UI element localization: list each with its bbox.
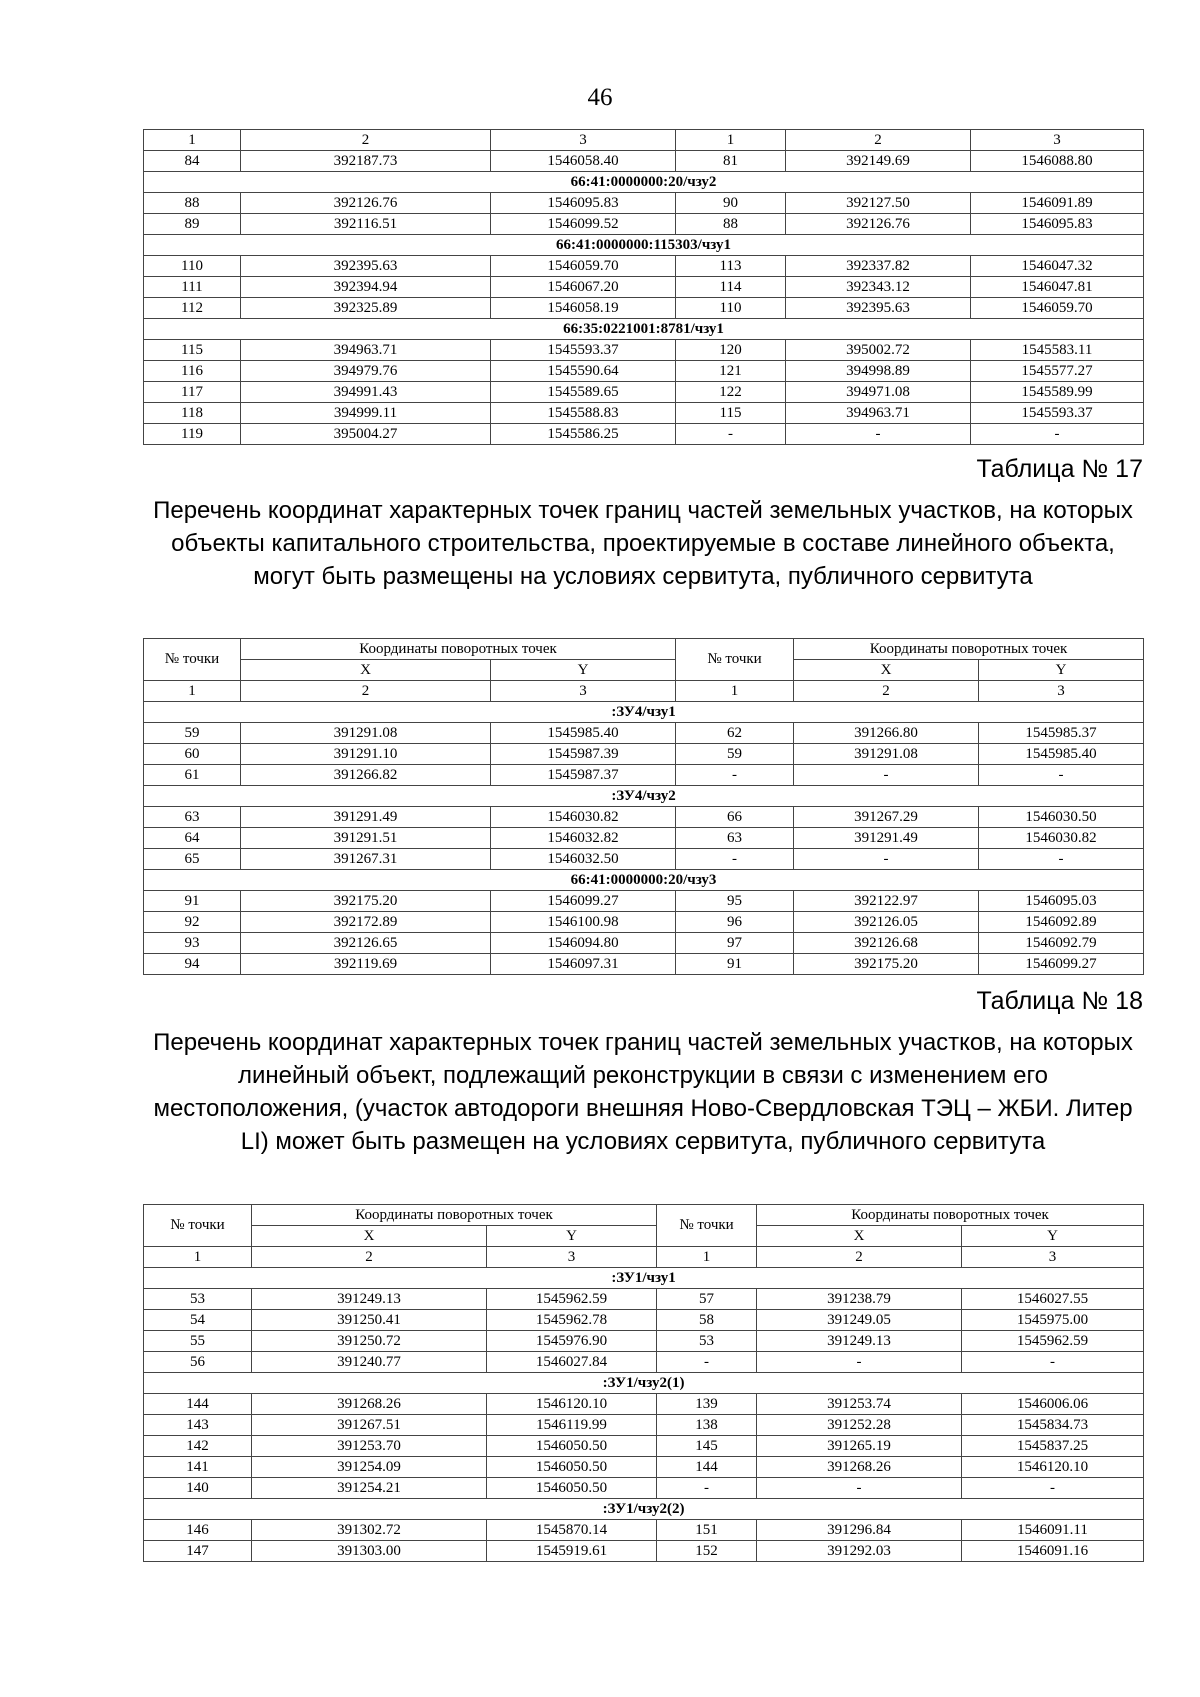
table-cell: - (962, 1352, 1144, 1373)
section-row (144, 1373, 1144, 1394)
column-number: 2 (786, 130, 971, 151)
coordinates-table-continued (143, 129, 1144, 445)
table-cell: - (657, 1478, 757, 1499)
table-cell: 138 (657, 1415, 757, 1436)
table-row (144, 214, 1144, 235)
table-cell: 91 (144, 891, 241, 912)
table-cell: 395002.72 (786, 340, 971, 361)
table-cell: 91 (676, 954, 794, 975)
column-number: 1 (144, 1247, 252, 1268)
table-cell: 391291.49 (794, 828, 979, 849)
table-cell: 392187.73 (241, 151, 491, 172)
table-18-caption: Таблица № 18 (976, 987, 1143, 1015)
header-x: X (241, 660, 491, 681)
table-cell: 391249.13 (757, 1331, 962, 1352)
table-cell: 64 (144, 828, 241, 849)
table-cell: 391249.13 (252, 1289, 487, 1310)
table-cell: 1545837.25 (962, 1436, 1144, 1457)
section-row (144, 235, 1144, 256)
table-cell: 1545577.27 (971, 361, 1144, 382)
table-cell: 110 (676, 298, 786, 319)
table-cell: 1545583.11 (971, 340, 1144, 361)
table-row (144, 891, 1144, 912)
column-number: 2 (241, 681, 491, 702)
table-cell: 392325.89 (241, 298, 491, 319)
table-cell: 81 (676, 151, 786, 172)
table-cell: 1545588.83 (491, 403, 676, 424)
table-row (144, 807, 1144, 828)
section-label: :ЗУ1/чзу1 (144, 1268, 1144, 1289)
table-cell: 1545870.14 (487, 1520, 657, 1541)
table-cell: 145 (657, 1436, 757, 1457)
table-cell: 115 (676, 403, 786, 424)
column-number: 1 (676, 130, 786, 151)
header-point-no: № точки (676, 639, 794, 681)
table-cell: 391252.28 (757, 1415, 962, 1436)
table-cell: 1546047.32 (971, 256, 1144, 277)
table-cell: 84 (144, 151, 241, 172)
table-cell: 57 (657, 1289, 757, 1310)
header-y: Y (979, 660, 1144, 681)
table-cell: 1546088.80 (971, 151, 1144, 172)
table-row (144, 1352, 1144, 1373)
column-number: 2 (241, 130, 491, 151)
table-row (144, 256, 1144, 277)
table-cell: 394963.71 (241, 340, 491, 361)
table-cell: 94 (144, 954, 241, 975)
column-numbering-row (144, 1247, 1144, 1268)
header-coordinates: Координаты поворотных точек (794, 639, 1144, 660)
table-cell: 1546094.80 (491, 933, 676, 954)
table-cell: 391253.74 (757, 1394, 962, 1415)
table-cell: 1546099.27 (979, 954, 1144, 975)
table-cell: 144 (657, 1457, 757, 1478)
table-cell: 118 (144, 403, 241, 424)
table-cell: 392126.65 (241, 933, 491, 954)
table-cell: 143 (144, 1415, 252, 1436)
table-cell: 54 (144, 1310, 252, 1331)
section-row (144, 702, 1144, 723)
column-number: 2 (794, 681, 979, 702)
table-cell: 63 (144, 807, 241, 828)
header-point-no: № точки (144, 639, 241, 681)
table-cell: 391267.31 (241, 849, 491, 870)
table-cell: 392395.63 (241, 256, 491, 277)
table-cell: 1546059.70 (491, 256, 676, 277)
table-cell: 391267.29 (794, 807, 979, 828)
table-cell: 1546050.50 (487, 1478, 657, 1499)
table-cell: 1545586.25 (491, 424, 676, 445)
table-cell: 97 (676, 933, 794, 954)
table-cell: 1546120.10 (487, 1394, 657, 1415)
table-cell: 392126.68 (794, 933, 979, 954)
table-cell: 120 (676, 340, 786, 361)
table-cell: 140 (144, 1478, 252, 1499)
table-cell: - (794, 849, 979, 870)
table-cell: 142 (144, 1436, 252, 1457)
table-cell: 1545976.90 (487, 1331, 657, 1352)
section-row (144, 319, 1144, 340)
table-row (144, 424, 1144, 445)
section-row (144, 870, 1144, 891)
table-cell: 391266.80 (794, 723, 979, 744)
table-cell: 60 (144, 744, 241, 765)
header-y: Y (962, 1226, 1144, 1247)
table-cell: 1546095.03 (979, 891, 1144, 912)
table-cell: 1545985.40 (491, 723, 676, 744)
table-cell: 1546027.84 (487, 1352, 657, 1373)
table-18-title: Перечень координат характерных точек границ частей земельных участков, на которых линейный объект, подлежащий реконструкции в связи с изменением его местоположения, (участок автодороги внешняя Ново-Свердловская ТЭЦ – ЖБИ. Литер LI) может быть размещен на условиях сервитута, публичного сервитута (153, 1029, 1133, 1155)
table-cell: - (971, 424, 1144, 445)
header-coordinates: Координаты поворотных точек (241, 639, 676, 660)
table-cell: 1546099.27 (491, 891, 676, 912)
table-cell: 61 (144, 765, 241, 786)
table-cell: 110 (144, 256, 241, 277)
table-cell: 392127.50 (786, 193, 971, 214)
section-label: :ЗУ4/чзу2 (144, 786, 1144, 807)
table-cell: 394998.89 (786, 361, 971, 382)
table-row (144, 1394, 1144, 1415)
table-cell: - (676, 765, 794, 786)
table-cell: 1545987.39 (491, 744, 676, 765)
section-label: 66:41:0000000:20/чзу3 (144, 870, 1144, 891)
section-label: 66:41:0000000:20/чзу2 (144, 172, 1144, 193)
column-numbering-row (144, 130, 1144, 151)
table-cell: - (979, 765, 1144, 786)
table-cell: 1545985.40 (979, 744, 1144, 765)
column-number: 1 (144, 130, 241, 151)
table-cell: 147 (144, 1541, 252, 1562)
table-row (144, 1415, 1144, 1436)
table-cell: - (757, 1478, 962, 1499)
column-number: 2 (252, 1247, 487, 1268)
table-cell: 1545590.64 (491, 361, 676, 382)
table-row (144, 1457, 1144, 1478)
section-label: :ЗУ1/чзу2(2) (144, 1499, 1144, 1520)
table-cell: - (676, 424, 786, 445)
table-cell: 1545593.37 (491, 340, 676, 361)
table-cell: 392175.20 (794, 954, 979, 975)
table-cell: - (962, 1478, 1144, 1499)
table-cell: 59 (676, 744, 794, 765)
table-cell: 392175.20 (241, 891, 491, 912)
table-row (144, 912, 1144, 933)
table-row (144, 1331, 1144, 1352)
table-cell: 146 (144, 1520, 252, 1541)
table-cell: 1546092.89 (979, 912, 1144, 933)
table-cell: 392126.76 (241, 193, 491, 214)
table-cell: 1546032.50 (491, 849, 676, 870)
column-number: 3 (491, 130, 676, 151)
table-cell: 1546099.52 (491, 214, 676, 235)
header-coordinates: Координаты поворотных точек (757, 1205, 1144, 1226)
table-cell: 1546058.40 (491, 151, 676, 172)
table-row (144, 277, 1144, 298)
table-cell: 391240.77 (252, 1352, 487, 1373)
table-cell: 1545589.99 (971, 382, 1144, 403)
table-cell: 1546095.83 (971, 214, 1144, 235)
table-cell: 1546059.70 (971, 298, 1144, 319)
table-cell: 56 (144, 1352, 252, 1373)
coordinates-table-18 (143, 1204, 1144, 1562)
table-row (144, 828, 1144, 849)
table-cell: 392394.94 (241, 277, 491, 298)
table-cell: 111 (144, 277, 241, 298)
table-cell: 53 (657, 1331, 757, 1352)
table-row (144, 1310, 1144, 1331)
table-cell: - (757, 1352, 962, 1373)
table-cell: - (794, 765, 979, 786)
table-cell: 115 (144, 340, 241, 361)
table-cell: 1546092.79 (979, 933, 1144, 954)
header-coordinates: Координаты поворотных точек (252, 1205, 657, 1226)
header-y: Y (487, 1226, 657, 1247)
table-cell: 113 (676, 256, 786, 277)
table-row (144, 1478, 1144, 1499)
table-cell: 1546120.10 (962, 1457, 1144, 1478)
table-cell: 1546091.11 (962, 1520, 1144, 1541)
table-cell: 65 (144, 849, 241, 870)
table-cell: 392126.76 (786, 214, 971, 235)
header-point-no: № точки (657, 1205, 757, 1247)
table-cell: 119 (144, 424, 241, 445)
table-cell: 392116.51 (241, 214, 491, 235)
table-cell: 1546032.82 (491, 828, 676, 849)
section-label: :ЗУ1/чзу2(1) (144, 1373, 1144, 1394)
table-row (144, 1541, 1144, 1562)
table-cell: 96 (676, 912, 794, 933)
table-row (144, 744, 1144, 765)
table-cell: 392172.89 (241, 912, 491, 933)
table-row (144, 954, 1144, 975)
section-row (144, 1268, 1144, 1289)
header-point-no: № точки (144, 1205, 252, 1247)
table-cell: 1546097.31 (491, 954, 676, 975)
table-cell: 59 (144, 723, 241, 744)
table-cell: 392337.82 (786, 256, 971, 277)
table-row (144, 933, 1144, 954)
table-row (144, 1289, 1144, 1310)
table-cell: 114 (676, 277, 786, 298)
header-x: X (757, 1226, 962, 1247)
table-cell: 92 (144, 912, 241, 933)
table-cell: 1545987.37 (491, 765, 676, 786)
table-cell: 391254.21 (252, 1478, 487, 1499)
section-row (144, 786, 1144, 807)
table-cell: 1546119.99 (487, 1415, 657, 1436)
table-cell: 391249.05 (757, 1310, 962, 1331)
table-cell: 391265.19 (757, 1436, 962, 1457)
column-number: 1 (676, 681, 794, 702)
column-number: 3 (962, 1247, 1144, 1268)
column-number: 3 (979, 681, 1144, 702)
column-number: 3 (491, 681, 676, 702)
table-cell: 66 (676, 807, 794, 828)
table-cell: 88 (676, 214, 786, 235)
table-row (144, 193, 1144, 214)
column-number: 1 (657, 1247, 757, 1268)
table-cell: - (979, 849, 1144, 870)
table-cell: 1545975.00 (962, 1310, 1144, 1331)
table-cell: 391291.49 (241, 807, 491, 828)
column-number: 3 (487, 1247, 657, 1268)
table-cell: 90 (676, 193, 786, 214)
table-cell: 391292.03 (757, 1541, 962, 1562)
table-cell: 391254.09 (252, 1457, 487, 1478)
table-cell: 93 (144, 933, 241, 954)
table-cell: 95 (676, 891, 794, 912)
table-cell: 63 (676, 828, 794, 849)
table-cell: 122 (676, 382, 786, 403)
table-cell: 58 (657, 1310, 757, 1331)
table-cell: 391296.84 (757, 1520, 962, 1541)
column-number: 2 (757, 1247, 962, 1268)
table-cell: 391250.41 (252, 1310, 487, 1331)
table-cell: 139 (657, 1394, 757, 1415)
table-row (144, 382, 1144, 403)
table-cell: 394979.76 (241, 361, 491, 382)
table-cell: 151 (657, 1520, 757, 1541)
coordinates-table-17 (143, 638, 1144, 975)
section-label: 66:41:0000000:115303/чзу1 (144, 235, 1144, 256)
table-cell: 1546030.50 (979, 807, 1144, 828)
table-cell: 391268.26 (252, 1394, 487, 1415)
table-cell: 1546091.16 (962, 1541, 1144, 1562)
table-row (144, 1436, 1144, 1457)
table-cell: 392122.97 (794, 891, 979, 912)
table-row (144, 765, 1144, 786)
table-cell: 391268.26 (757, 1457, 962, 1478)
section-row (144, 172, 1144, 193)
table-cell: 1546067.20 (491, 277, 676, 298)
table-row (144, 340, 1144, 361)
table-cell: 144 (144, 1394, 252, 1415)
column-numbering-row (144, 681, 1144, 702)
table-cell: 121 (676, 361, 786, 382)
table-cell: 392119.69 (241, 954, 491, 975)
table-cell: 1546058.19 (491, 298, 676, 319)
table-cell: 1546047.81 (971, 277, 1144, 298)
section-label: :ЗУ4/чзу1 (144, 702, 1144, 723)
table-cell: 391303.00 (252, 1541, 487, 1562)
table-row (144, 1520, 1144, 1541)
table-cell: 391266.82 (241, 765, 491, 786)
table-cell: 1546030.82 (491, 807, 676, 828)
table-row (144, 723, 1144, 744)
table-cell: - (676, 849, 794, 870)
table-cell: 391267.51 (252, 1415, 487, 1436)
table-cell: 112 (144, 298, 241, 319)
table-cell: 1545962.59 (487, 1289, 657, 1310)
table-cell: 53 (144, 1289, 252, 1310)
table-cell: 1546006.06 (962, 1394, 1144, 1415)
table-cell: 392126.05 (794, 912, 979, 933)
table-cell: 391302.72 (252, 1520, 487, 1541)
table-cell: 1546050.50 (487, 1457, 657, 1478)
table-cell: 1546027.55 (962, 1289, 1144, 1310)
table-cell: 1545962.78 (487, 1310, 657, 1331)
page-number: 46 (587, 84, 613, 111)
table-cell: 1546030.82 (979, 828, 1144, 849)
table-cell: 62 (676, 723, 794, 744)
table-row (144, 151, 1144, 172)
table-cell: 395004.27 (241, 424, 491, 445)
table-cell: 1545589.65 (491, 382, 676, 403)
table-cell: 116 (144, 361, 241, 382)
section-label: 66:35:0221001:8781/чзу1 (144, 319, 1144, 340)
table-cell: 391291.08 (241, 723, 491, 744)
table-cell: 394999.11 (241, 403, 491, 424)
header-x: X (252, 1226, 487, 1247)
table-cell: 1545985.37 (979, 723, 1144, 744)
table-cell: - (786, 424, 971, 445)
table-cell: 1545962.59 (962, 1331, 1144, 1352)
table-row (144, 361, 1144, 382)
section-row (144, 1499, 1144, 1520)
table-cell: 391253.70 (252, 1436, 487, 1457)
table-cell: 391291.51 (241, 828, 491, 849)
table-cell: 1546100.98 (491, 912, 676, 933)
table-cell: 89 (144, 214, 241, 235)
table-17-caption: Таблица № 17 (976, 455, 1143, 483)
table-row (144, 403, 1144, 424)
table-cell: 394971.08 (786, 382, 971, 403)
table-cell: 392343.12 (786, 277, 971, 298)
table-cell: 392149.69 (786, 151, 971, 172)
header-x: X (794, 660, 979, 681)
table-cell: 117 (144, 382, 241, 403)
table-cell: 1545919.61 (487, 1541, 657, 1562)
table-cell: 1545834.73 (962, 1415, 1144, 1436)
header-y: Y (491, 660, 676, 681)
table-cell: 391250.72 (252, 1331, 487, 1352)
column-number: 1 (144, 681, 241, 702)
table-17-title: Перечень координат характерных точек границ частей земельных участков, на которых объекты капитального строительства, проектируемые в составе линейного объекта, могут быть размещены на условиях сервитута, публичного сервитута (153, 497, 1133, 590)
table-cell: 55 (144, 1331, 252, 1352)
table-cell: 1546091.89 (971, 193, 1144, 214)
table-cell: 88 (144, 193, 241, 214)
table-cell: 1546095.83 (491, 193, 676, 214)
table-cell: 1545593.37 (971, 403, 1144, 424)
table-cell: 1546050.50 (487, 1436, 657, 1457)
table-row (144, 849, 1144, 870)
table-cell: 141 (144, 1457, 252, 1478)
column-number: 3 (971, 130, 1144, 151)
table-cell: 394991.43 (241, 382, 491, 403)
table-cell: 391291.08 (794, 744, 979, 765)
table-cell: 394963.71 (786, 403, 971, 424)
table-cell: - (657, 1352, 757, 1373)
table-cell: 152 (657, 1541, 757, 1562)
table-row (144, 298, 1144, 319)
table-cell: 392395.63 (786, 298, 971, 319)
table-cell: 391291.10 (241, 744, 491, 765)
table-cell: 391238.79 (757, 1289, 962, 1310)
